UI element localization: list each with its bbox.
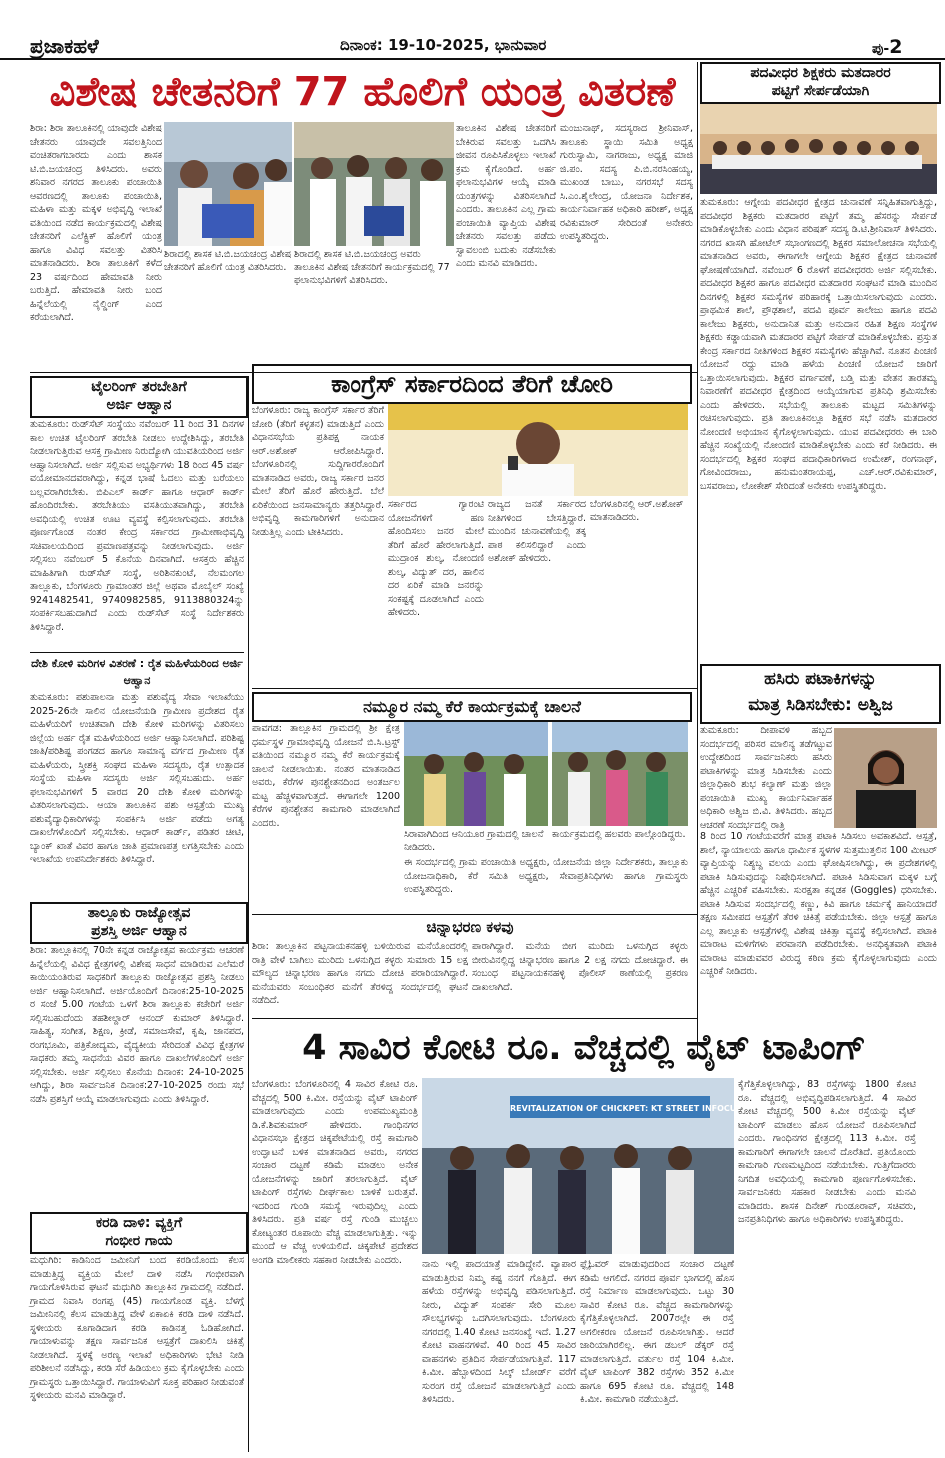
story8-photo-1-caption: ಸಿರಾವಾಗಿದಿಂದ ಆನಿಯೂರ ಗ್ರಾಮದಲ್ಲಿ ಚಾಲನೆ ನೀಡಿದರು. xyxy=(404,829,544,853)
story2-headline-box xyxy=(700,62,941,104)
story10-column-1: ಶಿರಾ: ತಾಲ್ಲೂಕಿನ ಪಟ್ಟನಾಯಕನಹಳ್ಳಿ ಬಳಿಯಿರುವ ಮನೆಯೊಂದರಲ್ಲಿ ರಾತ್ರಿ ವೇಳೆ ಬಾಗಿಲು ಮುರಿದು ಒಳನುಗ್ಗಿದ ಕಳ್ಳರು ಸುಮಾರು 15 ಲಕ್ಷ ಮೌಲ್ಯದ ಚಿನ್ನಾಭರಣ ಹಾಗೂ ನಗದು ದೋಚಿ ಪರಾರಿಯಾಗಿದ್ದಾರೆ. ಮನೆಯವರು ಸಂಬಂಧಿಕರ ಮನೆಗೆ ತೆರಳಿದ್ದ ಸಂದರ್ಭದಲ್ಲಿ ಘಟನೆ ನಡೆದಿದೆ. xyxy=(252,941,468,1006)
story8-photo-2 xyxy=(552,722,688,826)
story9-body-continued: 8 ರಿಂದ 10 ಗಂಟೆಯವರೆಗೆ ಮಾತ್ರ ಪಟಾಕಿ ಸಿಡಿಸಲು ಅವಕಾಶವಿದೆ. ಆಸ್ಪತ್ರೆ, ಶಾಲೆ, ನ್ಯಾಯಾಲಯ ಹಾಗೂ ಧಾರ್ಮಿಕ ಸ್ಥಳಗಳ ಸುತ್ತಮುತ್ತಲಿನ 100 ಮೀಟರ್ ವ್ಯಾಪ್ತಿಯನ್ನು ನಿಶ್ಯಬ್ದ ವಲಯ ಎಂದು ಘೋಷಿಸಲಾಗಿದ್ದು, ಈ ಪ್ರದೇಶಗಳಲ್ಲಿ ಪಟಾಕಿ ಸಿಡಿಸುವುದನ್ನು ನಿಷೇಧಿಸಲಾಗಿದೆ. ಪಟಾಕಿ ಸಿಡಿಸುವಾಗ ಮಕ್ಕಳ ಬಗ್ಗೆ ಹೆಚ್ಚಿನ ಎಚ್ಚರಿಕೆ ವಹಿಸಬೇಕು. ಸುರಕ್ಷತಾ ಕನ್ನಡಕ (Goggles) ಧರಿಸಬೇಕು. ಪಟಾಕಿ ಸಿಡಿಸುವ ಸಂದರ್ಭದಲ್ಲಿ ಕಣ್ಣು, ಕಿವಿ ಹಾಗೂ ಚರ್ಮಕ್ಕೆ ಹಾನಿಯಾದರೆ ತಕ್ಷಣ ಸಮೀಪದ ಆಸ್ಪತ್ರೆಗೆ ತೆರಳಿ ಚಿಕಿತ್ಸೆ ಪಡೆಯಬೇಕು. ಜಿಲ್ಲಾ ಆಸ್ಪತ್ರೆ ಹಾಗೂ ಎಲ್ಲ ತಾಲ್ಲೂಕು ಆಸ್ಪತ್ರೆಗಳಲ್ಲಿ ವಿಶೇಷ ಚಿಕಿತ್ಸಾ ವ್ಯವಸ್ಥೆ ಕಲ್ಪಿಸಲಾಗಿದೆ. ಪಟಾಕಿ ಮಾರಾಟ ಮಳಿಗೆಗಳು ಪರವಾನಗಿ ಪಡೆದಿರಬೇಕು. ಅನಧಿಕೃತವಾಗಿ ಪಟಾಕಿ ಮಾರಾಟ ಮಾಡುವವರ ವಿರುದ್ಧ ಕಠಿಣ ಕ್ರಮ ಕೈಗೊಳ್ಳಲಾಗುವುದು ಎಂದು ಎಚ್ಚರಿಕೆ ನೀಡಿದರು. xyxy=(700,831,937,977)
story11-column-4: ಕೈಗೆತ್ತಿಕೊಳ್ಳಲಾಗಿದ್ದು, 83 ರಸ್ತೆಗಳನ್ನು 1800 ಕೋಟಿ ರೂ. ವೆಚ್ಚದಲ್ಲಿ ಅಭಿವೃದ್ಧಿಪಡಿಸಲಾಗುತ್ತಿದೆ. 4 ಸಾವಿರ ಕೋಟಿ ವೆಚ್ಚದಲ್ಲಿ 500 ಕಿ.ಮೀ ರಸ್ತೆಯನ್ನು ವೈಟ್ ಟಾಪಿಂಗ್ ಮಾಡಲು ಹೊಸ ಯೋಜನೆ ರೂಪಿಸಲಾಗಿದೆ ಎಂದರು. ಗಾಂಧಿನಗರ ಕ್ಷೇತ್ರದಲ್ಲಿ 113 ಕಿ.ಮೀ. ರಸ್ತೆ ಕಾಮಗಾರಿಗೆ ಈಗಾಗಲೇ ಚಾಲನೆ ದೊರೆತಿದೆ. ಪ್ರತಿಯೊಂದು ಕಾಮಗಾರಿ ಗುಣಮಟ್ಟದಿಂದ ನಡೆಯಬೇಕು. ಗುತ್ತಿಗೆದಾರರು ನಿಗದಿತ ಅವಧಿಯಲ್ಲಿ ಕಾಮಗಾರಿ ಪೂರ್ಣಗೊಳಿಸಬೇಕು. ಸಾರ್ವಜನಿಕರು ಸಹಕಾರ ನೀಡಬೇಕು ಎಂದು ಮನವಿ ಮಾಡಿದರು. ಶಾಸಕ ದಿನೇಶ್ ಗುಂಡೂರಾವ್, ಸಚಿವರು, ಜನಪ್ರತಿನಿಧಿಗಳು ಹಾಗೂ ಅಧಿಕಾರಿಗಳು ಉಪಸ್ಥಿತರಿದ್ದರು. xyxy=(738,1079,916,1225)
story6-body: ಮಧುಗಿರಿ: ಕಾಡಿನಿಂದ ಜಮೀನಿಗೆ ಬಂದ ಕರಡಿಯೊಂದು ಕೆಲಸ ಮಾಡುತ್ತಿದ್ದ ವ್ಯಕ್ತಿಯ ಮೇಲೆ ದಾಳಿ ನಡೆಸಿ ಗಂಭೀರವಾಗಿ ಗಾಯಗೊಳಿಸಿರುವ ಘಟನೆ ಮಧುಗಿರಿ ತಾಲ್ಲೂಕಿನ ಗ್ರಾಮದಲ್ಲಿ ನಡೆದಿದೆ. ಗ್ರಾಮದ ನಿವಾಸಿ ರಂಗಪ್ಪ (45) ಗಾಯಗೊಂಡ ವ್ಯಕ್ತಿ. ಬೆಳಗ್ಗೆ ಜಮೀನಿನಲ್ಲಿ ಕೆಲಸ ಮಾಡುತ್ತಿದ್ದ ವೇಳೆ ಏಕಾಏಕಿ ಕರಡಿ ದಾಳಿ ನಡೆಸಿದೆ. ಸ್ಥಳೀಯರು ಕೂಗಾಡಿದಾಗ ಕರಡಿ ಕಾಡಿನತ್ತ ಓಡಿಹೋಗಿದೆ. ಗಾಯಾಳುವನ್ನು ತಕ್ಷಣ ಸಾರ್ವಜನಿಕ ಆಸ್ಪತ್ರೆಗೆ ದಾಖಲಿಸಿ ಚಿಕಿತ್ಸೆ ನೀಡಲಾಗಿದೆ. ಸ್ಥಳಕ್ಕೆ ಅರಣ್ಯ ಇಲಾಖೆ ಅಧಿಕಾರಿಗಳು ಭೇಟಿ ನೀಡಿ ಪರಿಶೀಲನೆ ನಡೆಸಿದ್ದು, ಕರಡಿ ಸೆರೆ ಹಿಡಿಯಲು ಕ್ರಮ ಕೈಗೊಳ್ಳಬೇಕು ಎಂದು ಗ್ರಾಮಸ್ಥರು ಒತ್ತಾಯಿಸಿದ್ದಾರೆ. ಗಾಯಾಳುವಿಗೆ ಸೂಕ್ತ ಪರಿಹಾರ ನೀಡುವಂತೆ ಸ್ಥಳೀಯರು ಮನವಿ ಮಾಡಿದ್ದಾರೆ. xyxy=(30,1255,244,1401)
story4-body: ತುಮಕೂರು: ಪಶುಪಾಲನಾ ಮತ್ತು ಪಶುವೈದ್ಯ ಸೇವಾ ಇಲಾಖೆಯು 2025-26ನೇ ಸಾಲಿನ ಯೋಜನೆಯಡಿ ಗ್ರಾಮೀಣ ಪ್ರದೇಶದ ರೈತ ಮಹಿಳೆಯರಿಗೆ ಉಚಿತವಾಗಿ ದೇಶಿ ಕೋಳಿ ಮರಿಗಳನ್ನು ವಿತರಿಸಲು ಜಿಲ್ಲೆಯ ಅರ್ಹ ರೈತ ಮಹಿಳೆಯರಿಂದ ಅರ್ಜಿ ಆಹ್ವಾನಿಸಲಾಗಿದೆ. ಪರಿಶಿಷ್ಟ ಜಾತಿ/ಪರಿಶಿಷ್ಟ ಪಂಗಡದ ಹಾಗೂ ಸಾಮಾನ್ಯ ವರ್ಗದ ಗ್ರಾಮೀಣ ರೈತ ಮಹಿಳೆಯರು, ಸ್ತ್ರೀಶಕ್ತಿ ಸಂಘದ ಮಹಿಳಾ ಸದಸ್ಯರು, ರೈತ ಉತ್ಪಾದಕ ಸಂಸ್ಥೆಯ ಮಹಿಳಾ ಸದಸ್ಯರು ಅರ್ಜಿ ಸಲ್ಲಿಸಬಹುದು. ಅರ್ಹ ಫಲಾನುಭವಿಗಳಿಗೆ 5 ವಾರದ 20 ದೇಶಿ ಕೋಳಿ ಮರಿಗಳನ್ನು ವಿತರಿಸಲಾಗುವುದು. ಆಯಾ ತಾಲೂಕಿನ ಪಶು ಆಸ್ಪತ್ರೆಯ ಮುಖ್ಯ ಪಶುವೈದ್ಯಾಧಿಕಾರಿಗಳನ್ನು ಸಂಪರ್ಕಿಸಿ ಅರ್ಜಿ ಪಡೆದು ಅಗತ್ಯ ದಾಖಲೆಗಳೊಂದಿಗೆ ಸಲ್ಲಿಸಬೇಕು. ಆಧಾರ್ ಕಾರ್ಡ್, ಪಡಿತರ ಚೀಟಿ, ಬ್ಯಾಂಕ್ ಖಾತೆ ವಿವರ ಹಾಗೂ ಜಾತಿ ಪ್ರಮಾಣಪತ್ರ ಲಗತ್ತಿಸಬೇಕು ಎಂದು ಇಲಾಖೆಯ ಉಪನಿರ್ದೇಶಕರು ತಿಳಿಸಿದ್ದಾರೆ. xyxy=(30,692,244,865)
page-number: ಪು-2 xyxy=(872,36,903,58)
story2-body: ತುಮಕೂರು: ಆಗ್ನೇಯ ಪದವೀಧರ ಕ್ಷೇತ್ರದ ಚುನಾವಣೆ ಸನ್ನಿಹಿತವಾಗುತ್ತಿದ್ದು, ಪದವೀಧರ ಶಿಕ್ಷಕರು ಮತದಾರರ ಪಟ್ಟಿಗೆ ತಮ್ಮ ಹೆಸರನ್ನು ಸೇರ್ಪಡೆ ಮಾಡಿಕೊಳ್ಳಬೇಕು ಎಂದು ವಿಧಾನ ಪರಿಷತ್ ಸದಸ್ಯ ಡಿ.ಟಿ.ಶ್ರೀನಿವಾಸ್ ತಿಳಿಸಿದರು. ನಗರದ ಖಾಸಗಿ ಹೋಟೆಲ್ ಸಭಾಂಗಣದಲ್ಲಿ ಶಿಕ್ಷಕರ ಸಮಾಲೋಚನಾ ಸಭೆಯಲ್ಲಿ ಮಾತನಾಡಿದ ಅವರು, ಈಗಾಗಲೇ ಆಗ್ನೇಯ ಶಿಕ್ಷಕರ ಕ್ಷೇತ್ರದ ಚುನಾವಣೆ ಘೋಷಣೆಯಾಗಿದೆ. ನವೆಂಬರ್ 6 ರೊಳಗೆ ಪದವೀಧರರು ಅರ್ಜಿ ಸಲ್ಲಿಸಬೇಕು. ಪದವೀಧರ ಶಿಕ್ಷಕರ ಹಾಗೂ ಪದವೀಧರ ಮತದಾರರ ಸಂಘಟನೆ ಮಾಡಿ ಮುಂದಿನ ದಿನಗಳಲ್ಲಿ ಶಿಕ್ಷಕರ ಸಮಸ್ಯೆಗಳ ಪರಿಹಾರಕ್ಕೆ ಒತ್ತಾಯಿಸಲಾಗುವುದು ಎಂದರು. ಪ್ರಾಥಮಿಕ ಶಾಲೆ, ಪ್ರೌಢಶಾಲೆ, ಪದವಿ ಪೂರ್ವ ಕಾಲೇಜು ಹಾಗೂ ಪದವಿ ಕಾಲೇಜು ಶಿಕ್ಷಕರು, ಅನುದಾನಿತ ಮತ್ತು ಅನುದಾನ ರಹಿತ ಶಿಕ್ಷಣ ಸಂಸ್ಥೆಗಳ ಶಿಕ್ಷಕರು ಕಡ್ಡಾಯವಾಗಿ ಮತದಾರರ ಪಟ್ಟಿಗೆ ಸೇರ್ಪಡೆ ಮಾಡಿಕೊಳ್ಳಬೇಕು. ಪ್ರಸ್ತುತ ಕೇಂದ್ರ ಸರ್ಕಾರದ ನೀತಿಗಳಿಂದ ಶಿಕ್ಷಕರ ಸಮಸ್ಯೆಗಳು ಹೆಚ್ಚಾಗಿವೆ. ನೂತನ ಪಿಂಚಣಿ ಯೋಜನೆ ರದ್ದು ಮಾಡಿ ಹಳೆಯ ಪಿಂಚಣಿ ಯೋಜನೆ ಜಾರಿಗೆ ಒತ್ತಾಯಿಸಲಾಗುವುದು. ಶಿಕ್ಷಕರ ವರ್ಗಾವಣೆ, ಬಡ್ತಿ ಮತ್ತು ವೇತನ ತಾರತಮ್ಯ ನಿವಾರಣೆಗೆ ಪದವೀಧರ ಕ್ಷೇತ್ರದಿಂದ ಆಯ್ಕೆಯಾಗುವ ಪ್ರತಿನಿಧಿ ಶ್ರಮಿಸಬೇಕು ಎಂದು ಹೇಳಿದರು. ಸಭೆಯಲ್ಲಿ ತಾಲೂಕು ಮಟ್ಟದ ಸಮಿತಿಗಳನ್ನು ರಚಿಸಲಾಗುವುದು. ಪ್ರತಿ ತಾಲೂಕಿನಲ್ಲೂ ಶಿಕ್ಷಕರ ಸಭೆ ನಡೆಸಿ ಮತದಾರರ ನೋಂದಣಿ ಅಭಿಯಾನ ಕೈಗೊಳ್ಳಲಾಗುವುದು. ಯುವ ಪದವೀಧರರು ಈ ಬಾರಿ ಹೆಚ್ಚಿನ ಸಂಖ್ಯೆಯಲ್ಲಿ ನೋಂದಣಿ ಮಾಡಿಕೊಳ್ಳಬೇಕು ಎಂದು ಕರೆ ನೀಡಿದರು. ಈ ಸಂದರ್ಭದಲ್ಲಿ ಶಿಕ್ಷಕರ ಸಂಘದ ಪದಾಧಿಕಾರಿಗಳಾದ ಉಮೇಶ್, ರಂಗನಾಥ್, ಗೋವಿಂದರಾಜು, ಹನುಮಂತರಾಯಪ್ಪ, ಎಚ್.ಆರ್.ರವಿಕುಮಾರ್, ಬಸವರಾಜು, ಲೋಕೇಶ್ ಸೇರಿದಂತೆ ಅನೇಕರು ಉಪಸ್ಥಿತರಿದ್ದರು. xyxy=(700,197,937,492)
story11-photo xyxy=(422,1078,743,1254)
story8-headline-box xyxy=(252,692,692,722)
section-rule xyxy=(252,688,697,689)
story5-headline-line-1: ತಾಲ್ಲೂಕು ರಾಜ್ಯೋತ್ಸವ xyxy=(87,905,191,921)
story1-column-2: ತಾಲೂಕಿನ ವಿಶೇಷ ಚೇತನರಿಗೆ ಬೇಕಿರುವ ಸವಲತ್ತು ಒದಗಿಸಿ ಜೀವನ ರೂಪಿಸಿಕೊಳ್ಳಲು ಇಲಾಖೆ ಕ್ರಮ ಕೈಗೊಂಡಿದೆ. ಅರ್ಹ ಫಲಾನುಭವಿಗಳ ಆಯ್ಕೆ ಮಾಡಿ ಯಂತ್ರಗಳನ್ನು ವಿತರಿಸಲಾಗಿದೆ ಎಂದರು. ತಾಲೂಕಿನ ಎಲ್ಲ ಗ್ರಾಮ ಪಂಚಾಯಿತಿ ವ್ಯಾಪ್ತಿಯ ವಿಶೇಷ ಚೇತನರು ಸವಲತ್ತು ಪಡೆದು ಸ್ವಾವಲಂಬಿ ಬದುಕು ನಡೆಸಬೇಕು ಎಂದು ಮನವಿ ಮಾಡಿದರು. xyxy=(456,123,556,269)
story2-headline-line-2: ಪಟ್ಟಿಗೆ ಸೇರ್ಪಡೆಯಾಗಿ xyxy=(771,83,870,99)
story10-headline: ಚಿನ್ನಾಭರಣ ಕಳವು xyxy=(426,918,514,936)
story7-column-3: ರಾಜ್ಯದ ಜನತೆ ಸರ್ಕಾರದ ನೀತಿಗಳಿಂದ ಬೇಸತ್ತಿದ್ದಾರೆ. ಮುಂದಿನ ಚುನಾವಣೆಯಲ್ಲಿ ತಕ್ಕ ಪಾಠ ಕಲಿಸಲಿದ್ದಾರೆ ಎಂದು ಅಶೋಕ್ ಹೇಳಿದರು. xyxy=(488,499,586,564)
column-rule xyxy=(697,62,698,662)
photo-banner-text: REVITALIZATION OF CHICKPET: KT STREET INFOCUS xyxy=(510,1104,743,1113)
story7-caption: ಬೆಂಗಳೂರಿನಲ್ಲಿ ಆರ್.ಅಶೋಕ್ ಮಾತನಾಡಿದರು. xyxy=(590,499,684,523)
section-rule xyxy=(252,914,697,915)
story6-headline-line-2: ಗಂಭೀರ ಗಾಯ xyxy=(105,1233,173,1249)
story1-headline: ವಿಶೇಷ ಚೇತನರಿಗೆ 77 ಹೊಲಿಗೆ ಯಂತ್ರ ವಿತರಣೆ xyxy=(49,69,676,115)
date-line: ದಿನಾಂಕ: 19-10-2025, ಭಾನುವಾರ xyxy=(340,36,547,54)
story11-column-1: ಬೆಂಗಳೂರು: ಬೆಂಗಳೂರಿನಲ್ಲಿ 4 ಸಾವಿರ ಕೋಟಿ ರೂ. ವೆಚ್ಚದಲ್ಲಿ 500 ಕಿ.ಮೀ. ರಸ್ತೆಯನ್ನು ವೈಟ್ ಟಾಪಿಂಗ್ ಮಾಡಲಾಗುವುದು ಎಂದು ಉಪಮುಖ್ಯಮಂತ್ರಿ ಡಿ.ಕೆ.ಶಿವಕುಮಾರ್ ಹೇಳಿದರು. ಗಾಂಧಿನಗರ ವಿಧಾನಸಭಾ ಕ್ಷೇತ್ರದ ಚಿಕ್ಕಪೇಟೆಯಲ್ಲಿ ರಸ್ತೆ ಕಾಮಗಾರಿ ಉದ್ಘಾಟನೆ ಬಳಿಕ ಮಾತನಾಡಿದ ಅವರು, ನಗರದ ಸಂಚಾರ ದಟ್ಟಣೆ ಕಡಿಮೆ ಮಾಡಲು ಅನೇಕ ಯೋಜನೆಗಳನ್ನು ಜಾರಿಗೆ ತರಲಾಗುತ್ತಿದೆ. ವೈಟ್ ಟಾಪಿಂಗ್ ರಸ್ತೆಗಳು ದೀರ್ಘಕಾಲ ಬಾಳಿಕೆ ಬರುತ್ತವೆ. ಇದರಿಂದ ಗುಂಡಿ ಸಮಸ್ಯೆ ಇರುವುದಿಲ್ಲ ಎಂದು ತಿಳಿಸಿದರು. ಪ್ರತಿ ವರ್ಷ ರಸ್ತೆ ಗುಂಡಿ ಮುಚ್ಚಲು ಕೋಟ್ಯಂತರ ರೂಪಾಯಿ ವೆಚ್ಚ ಮಾಡಲಾಗುತ್ತಿತ್ತು. ಇನ್ನು ಮುಂದೆ ಆ ವೆಚ್ಚ ಉಳಿಯಲಿದೆ. ಚಿಕ್ಕಪೇಟೆ ಪ್ರದೇಶದ ಅಂಗಡಿ ಮಾಲೀಕರು ಸಹಕಾರ ನೀಡಬೇಕು ಎಂದರು. xyxy=(252,1079,418,1266)
story9-headline-box xyxy=(700,664,941,724)
story1-photo-2-caption: ಶಿರಾದಲ್ಲಿ ಶಾಸಕ ಟಿ.ಬಿ.ಜಯಚಂದ್ರ ಅವರು ತಾಲೂಕಿನ ವಿಶೇಷ ಚೇತನರಿಗೆ ಕಾರ್ಯಕ್ರಮದಲ್ಲಿ 77 ಫಲಾನುಭವಿಗಳಿಗೆ ವಿತರಿಸಿದರು. xyxy=(294,249,450,286)
masthead xyxy=(0,0,945,60)
story9-body: ತುಮಕೂರು: ದೀಪಾವಳಿ ಹಬ್ಬದ ಸಂದರ್ಭದಲ್ಲಿ ಪರಿಸರ ಮಾಲಿನ್ಯ ತಡೆಗಟ್ಟುವ ಉದ್ದೇಶದಿಂದ ಸಾರ್ವಜನಿಕರು ಹಸಿರು ಪಟಾಕಿಗಳನ್ನು ಮಾತ್ರ ಸಿಡಿಸಬೇಕು ಎಂದು ಜಿಲ್ಲಾಧಿಕಾರಿ ಶುಭ ಕಲ್ಯಾಣ್ ಮತ್ತು ಜಿಲ್ಲಾ ಪಂಚಾಯಿತಿ ಮುಖ್ಯ ಕಾರ್ಯನಿರ್ವಾಹಕ ಅಧಿಕಾರಿ ಅಶ್ವಿಜ ಬಿ.ವಿ. ತಿಳಿಸಿದರು. ಹಬ್ಬದ ಆಚರಣೆ ಸಂದರ್ಭದಲ್ಲಿ ರಾತ್ರಿ xyxy=(700,725,832,831)
story6-headline-line-1: ಕರಡಿ ದಾಳಿ: ವ್ಯಕ್ತಿಗೆ xyxy=(95,1215,183,1231)
story5-body: ಶಿರಾ: ತಾಲ್ಲೂಕಿನಲ್ಲಿ 70ನೇ ಕನ್ನಡ ರಾಜ್ಯೋತ್ಸವ ಕಾರ್ಯಕ್ರಮ ಆಚರಣೆ ಹಿನ್ನೆಲೆಯಲ್ಲಿ ವಿವಿಧ ಕ್ಷೇತ್ರಗಳಲ್ಲಿ ವಿಶೇಷ ಸಾಧನೆ ಮಾಡಿರುವ ಎಲೆಮರೆ ಕಾಯಿಯಂತಿರುವ ಸಾಧಕರಿಗೆ ತಾಲ್ಲೂಕು ರಾಜ್ಯೋತ್ಸವ ಪ್ರಶಸ್ತಿ ನೀಡಲು ಅರ್ಜಿ ಆಹ್ವಾನಿಸಲಾಗಿದೆ. ಅರ್ಜಿಯೊಂದಿಗೆ ದಿನಾಂಕ:25-10-2025 ರ ಸಂಜೆ 5.00 ಗಂಟೆಯ ಒಳಗೆ ಶಿರಾ ತಾಲ್ಲೂಕು ಕಚೇರಿಗೆ ಅರ್ಜಿ ಸಲ್ಲಿಸಬಹುದೆಂದು ತಹಶೀಲ್ದಾರ್ ಆನಂದ್ ಕುಮಾರ್ ತಿಳಿಸಿದ್ದಾರೆ. ಸಾಹಿತ್ಯ, ಸಂಗೀತ, ಶಿಕ್ಷಣ, ಕ್ರೀಡೆ, ಸಮಾಜಸೇವೆ, ಕೃಷಿ, ಜಾನಪದ, ರಂಗಭೂಮಿ, ಪತ್ರಿಕೋದ್ಯಮ, ವೈದ್ಯಕೀಯ ಸೇರಿದಂತೆ ವಿವಿಧ ಕ್ಷೇತ್ರಗಳ ಸಾಧಕರು ತಮ್ಮ ಸಾಧನೆಯ ವಿವರ ಹಾಗೂ ದಾಖಲೆಗಳೊಂದಿಗೆ ಅರ್ಜಿ ಸಲ್ಲಿಸಬೇಕು. ಅರ್ಜಿ ಸಲ್ಲಿಸಲು ಕೊನೆಯ ದಿನಾಂಕ: 24-10-2025 ಆಗಿದ್ದು, ಶಿರಾ ಸಾರ್ವಜನಿಕ ದಿನಾಂಕ:27-10-2025 ರಂದು ಸಭೆ ನಡೆಸಿ ಪ್ರಶಸ್ತಿಗೆ ಆಯ್ಕೆ ಮಾಡಲಾಗುವುದು ಎಂದು ತಿಳಿಸಿದ್ದಾರೆ. xyxy=(30,945,244,1105)
story10-column-2: ಪಾರಾಗಿದ್ದಾರೆ. ಮನೆಯ ಬೀಗ ಮುರಿದು ಒಳನುಗ್ಗಿದ ಕಳ್ಳರು ಬೀರುವಿನಲ್ಲಿದ್ದ ಚಿನ್ನಾಭರಣ ಹಾಗೂ 2 ಲಕ್ಷ ನಗದು ದೋಚಿದ್ದಾರೆ. ಈ ಸಂಬಂಧ ಪಟ್ಟನಾಯಕನಹಳ್ಳಿ ಪೊಲೀಸ್ ಠಾಣೆಯಲ್ಲಿ ಪ್ರಕರಣ ದಾಖಲಾಗಿದೆ. xyxy=(472,941,688,993)
story3-headline-line-1: ಟೈಲರಿಂಗ್ ತರಬೇತಿಗೆ xyxy=(91,379,187,395)
story6-headline-box xyxy=(30,1212,248,1254)
story8-headline: ನಮ್ಮೂರ ನಮ್ಮ ಕೆರೆ ಕಾರ್ಯಕ್ರಮಕ್ಕೆ ಚಾಲನೆ xyxy=(363,697,581,716)
story7-headline-box xyxy=(252,364,692,404)
story5-headline-line-2: ಪ್ರಶಸ್ತಿ ಅರ್ಜಿ ಆಹ್ವಾನ xyxy=(91,923,187,939)
story9-headline-line-1: ಹಸಿರು ಪಟಾಕಿಗಳನ್ನು xyxy=(764,669,877,689)
story1-photo-1 xyxy=(164,122,292,246)
story8-photo-1 xyxy=(404,722,548,826)
story3-headline-box xyxy=(30,376,248,418)
column-rule xyxy=(248,376,249,1452)
story1-photo-2 xyxy=(294,122,454,246)
story11-column-3: ಫ್ಲೈಓವರ್ ಮಾಡುವುದರಿಂದ ಸಂಚಾರ ದಟ್ಟಣೆ ಕಡಿಮೆ ಆಗಲಿದೆ. ನಗರದ ಪೂರ್ವ ಭಾಗದಲ್ಲಿ ಹೊಸ ರಸ್ತೆ ನಿರ್ಮಾಣ ಮಾಡಲಾಗುವುದು. ಒಟ್ಟು 30 ಸಾವಿರ ಕೋಟಿ ರೂ. ವೆಚ್ಚದ ಕಾಮಗಾರಿಗಳನ್ನು ಕೈಗೆತ್ತಿಕೊಳ್ಳಲಾಗಿದೆ. 2007ರಲ್ಲೇ ಈ ರಸ್ತೆ ಅಗಲೀಕರಣ ಯೋಜನೆ ರೂಪಿಸಲಾಗಿತ್ತು. ಆದರೆ ಜಾರಿಯಾಗಿರಲಿಲ್ಲ. ಈಗ ಡಬಲ್ ಡೆಕ್ಕರ್ ರಸ್ತೆ ಮಾಡಲಾಗುತ್ತಿದೆ. ವರ್ತುಲ ರಸ್ತೆ 104 ಕಿ.ಮೀ. ವೈಟ್ ಟಾಪಿಂಗ್ 382 ರಸ್ತೆಗಳು 352 ಕಿ.ಮೀ ಹಾಗೂ 695 ಕೋಟಿ ರೂ. ವೆಚ್ಚದಲ್ಲಿ 148 ಕಿ.ಮೀ. ಕಾಮಗಾರಿ ನಡೆಯುತ್ತಿದೆ. xyxy=(580,1259,734,1405)
story11-headline: 4 ಸಾವಿರ ಕೋಟಿ ರೂ. ವೆಚ್ಚದಲ್ಲಿ ವೈಟ್ ಟಾಪಿಂಗ್ xyxy=(302,1028,866,1068)
paper-name: ಪ್ರಜಾಕಹಳೆ xyxy=(30,34,99,58)
story1-column-1: ಶಿರಾ: ಶಿರಾ ತಾಲೂಕಿನಲ್ಲಿ ಯಾವುದೇ ವಿಶೇಷ ಚೇತನರು ಯಾವುದೇ ಸವಲತ್ತಿನಿಂದ ವಂಚಿತರಾಗಬಾರದು ಎಂದು ಶಾಸಕ ಟಿ.ಬಿ.ಜಯಚಂದ್ರ ತಿಳಿಸಿದರು. ಅವರು ಶನಿವಾರ ನಗರದ ತಾಲೂಕು ಪಂಚಾಯಿತಿ ಆವರಣದಲ್ಲಿ ತಾಲೂಕು ಪಂಚಾಯಿತಿ, ಮಹಿಳಾ ಮತ್ತು ಮಕ್ಕಳ ಅಭಿವೃದ್ಧಿ ಇಲಾಖೆ ವತಿಯಿಂದ ನಡೆದ ಕಾರ್ಯಕ್ರಮದಲ್ಲಿ ವಿಶೇಷ ಚೇತನರಿಗೆ ಎಲೆಕ್ಟ್ರಿಕ್ ಹೊಲಿಗೆ ಯಂತ್ರ ಹಾಗೂ ವಿವಿಧ ಸವಲತ್ತು ವಿತರಿಸಿ ಮಾತನಾಡಿದರು. ಶಿರಾ ತಾಲೂಕಿಗೆ ಕಳೆದ 23 ವರ್ಷದಿಂದ ಹೇಮಾವತಿ ನೀರು ಬರುತ್ತಿದೆ. ಹೇಮಾವತಿ ನೀರು ಬಂದ ಹಿನ್ನೆಲೆಯಲ್ಲಿ ನೈಲ್ಡಿಂಗ್ ಎಂದ ಕರೆಯಲಾಗಿದೆ. xyxy=(30,123,162,323)
story8-photo-2-caption: ಕಾರ್ಯಕ್ರಮದಲ್ಲಿ ಹಲವರು ಪಾಲ್ಗೊಂಡಿದ್ದರು. xyxy=(552,829,686,840)
column-rule xyxy=(697,662,698,1052)
story7-photo xyxy=(388,404,688,496)
story7-column-1: ಬೆಂಗಳೂರು: ರಾಜ್ಯ ಕಾಂಗ್ರೆಸ್ ಸರ್ಕಾರ ತೆರಿಗೆ ಚೋರಿ (ತೆರಿಗೆ ಕಳ್ಳತನ) ಮಾಡುತ್ತಿದೆ ಎಂದು ವಿಧಾನಸಭೆಯ ಪ್ರತಿಪಕ್ಷ ನಾಯಕ ಆರ್.ಅಶೋಕ್ ಆರೋಪಿಸಿದ್ದಾರೆ. ಬೆಂಗಳೂರಿನಲ್ಲಿ ಸುದ್ದಿಗಾರರೊಂದಿಗೆ ಮಾತನಾಡಿದ ಅವರು, ರಾಜ್ಯ ಸರ್ಕಾರ ಜನರ ಮೇಲೆ ತೆರಿಗೆ ಹೊರೆ ಹೇರುತ್ತಿದೆ. ಬೆಲೆ ಏರಿಕೆಯಿಂದ ಜನಸಾಮಾನ್ಯರು ತತ್ತರಿಸಿದ್ದಾರೆ. ಅಭಿವೃದ್ಧಿ ಕಾಮಗಾರಿಗಳಿಗೆ ಅನುದಾನ ನೀಡುತ್ತಿಲ್ಲ ಎಂದು ಟೀಕಿಸಿದರು. xyxy=(252,405,384,538)
story9-headline-line-2: ಮಾತ್ರ ಸಿಡಿಸಬೇಕು: ಅಶ್ವಿಜ xyxy=(748,695,893,715)
story3-headline-line-2: ಅರ್ಜಿ ಆಹ್ವಾನ xyxy=(106,397,172,413)
story7-column-2: ಸರ್ಕಾರದ ಗ್ಯಾರಂಟಿ ಯೋಜನೆಗಳಿಗೆ ಹಣ ಹೊಂದಿಸಲು ಜನರ ಮೇಲೆ ತೆರಿಗೆ ಹೊರೆ ಹೇರಲಾಗುತ್ತಿದೆ. ಮುದ್ರಾಂಕ ಶುಲ್ಕ, ನೋಂದಣಿ ಶುಲ್ಕ, ವಿದ್ಯುತ್ ದರ, ಹಾಲಿನ ದರ ಏರಿಕೆ ಮಾಡಿ ಜನರನ್ನು ಸಂಕಷ್ಟಕ್ಕೆ ದೂಡಲಾಗಿದೆ ಎಂದು ಹೇಳಿದರು. xyxy=(388,499,484,618)
story5-headline-box xyxy=(30,902,248,944)
section-rule xyxy=(30,652,244,653)
story4-headline: ದೇಶಿ ಕೋಳಿ ಮರಿಗಳ ವಿತರಣೆ : ರೈತ ಮಹಿಳೆಯರಿಂದ ಅರ್ಜಿ ಆಹ್ವಾನ xyxy=(31,657,243,687)
story11-column-2: ನಾನು ಇಲ್ಲಿ ಪಾದಯಾತ್ರೆ ಮಾಡಿದ್ದೇನೆ. ವ್ಯಾಪಾರ ಮಾಡುತ್ತಿರುವ ನಿಮ್ಮ ಕಷ್ಟ ನನಗೆ ಗೊತ್ತಿದೆ. ಈಗ ಹಳೆಯ ರಸ್ತೆಗಳನ್ನು ಅಭಿವೃದ್ಧಿ ಪಡಿಸಲಾಗುತ್ತಿದೆ. ನೀರು, ವಿದ್ಯುತ್ ಸಂಪರ್ಕ ಸೇರಿ ಮೂಲ ಸೌಲಭ್ಯಗಳನ್ನು ಒದಗಿಸಲಾಗುವುದು. ಬೆಂಗಳೂರು ನಗರದಲ್ಲಿ 1.40 ಕೋಟಿ ಜನಸಂಖ್ಯೆ ಇದೆ. 1.27 ಕೋಟಿ ವಾಹನಗಳಿವೆ. 40 ರಿಂದ 45 ಸಾವಿರ ವಾಹನಗಳು ಪ್ರತಿದಿನ ಸೇರ್ಪಡೆಯಾಗುತ್ತಿವೆ. 117 ಕಿ.ಮೀ. ಹೆಬ್ಬಾಳದಿಂದ ಸಿಲ್ಕ್ ಬೋರ್ಡ್ ವರೆಗೆ ಸುರಂಗ ರಸ್ತೆ ಯೋಜನೆ ಮಾಡಲಾಗುತ್ತಿದೆ ಎಂದು ತಿಳಿಸಿದರು. xyxy=(422,1259,576,1405)
story8-column-2: ಈ ಸಂದರ್ಭದಲ್ಲಿ ಗ್ರಾಮ ಪಂಚಾಯಿತಿ ಅಧ್ಯಕ್ಷರು, ಯೋಜನೆಯ ಜಿಲ್ಲಾ ನಿರ್ದೇಶಕರು, ತಾಲ್ಲೂಕು ಯೋಜನಾಧಿಕಾರಿ, ಕೆರೆ ಸಮಿತಿ ಅಧ್ಯಕ್ಷರು, ಸೇವಾಪ್ರತಿನಿಧಿಗಳು ಹಾಗೂ ಗ್ರಾಮಸ್ಥರು ಉಪಸ್ಥಿತರಿದ್ದರು. xyxy=(404,857,688,895)
story7-headline: ಕಾಂಗ್ರೆಸ್ ಸರ್ಕಾರದಿಂದ ತೆರಿಗೆ ಚೋರಿ xyxy=(331,370,613,398)
story1-photo-1-caption: ಶಿರಾದಲ್ಲಿ ಶಾಸಕ ಟಿ.ಬಿ.ಜಯಚಂದ್ರ ವಿಶೇಷ ಚೇತನರಿಗೆ ಹೊಲಿಗೆ ಯಂತ್ರ ವಿತರಿಸಿದರು. xyxy=(164,249,292,273)
story1-column-3: ಮಂಜುನಾಥ್, ಸದಸ್ಯರಾದ ಶ್ರೀನಿವಾಸ್, ತಾಲೂಕು ಸ್ಥಾಯಿ ಸಮಿತಿ ಅಧ್ಯಕ್ಷ ಗುರುಸ್ವಾಮಿ, ನಾಗರಾಜು, ಅಧ್ಯಕ್ಷ ಮಾಜಿ ಜಿ.ಪಂ. ಸದಸ್ಯ ಪಿ.ಬಿ.ನರಸಿಂಹಯ್ಯ, ಮುಖಂಡ ಬಾಬು, ನಗರಸಭೆ ಸದಸ್ಯ ಸಿ.ಎಂ.ಶೈಲೇಂದ್ರ, ಯೋಜನಾ ನಿರ್ದೇಶಕ, ಕಾರ್ಯನಿರ್ವಾಹಕ ಅಧಿಕಾರಿ ಹರೀಶ್, ಅಧ್ಯಕ್ಷ ರವಿಕುಮಾರ್ ಸೇರಿದಂತೆ ಅನೇಕರು ಉಪಸ್ಥಿತರಿದ್ದರು. xyxy=(560,123,693,242)
story3-body: ತುಮಕೂರು: ರುಡ್‌ಸೆಟ್ ಸಂಸ್ಥೆಯು ನವೆಂಬರ್ 11 ರಿಂದ 31 ದಿನಗಳ ಕಾಲ ಉಚಿತ ಟೈಲರಿಂಗ್ ತರಬೇತಿ ನೀಡಲು ಉದ್ದೇಶಿಸಿದ್ದು, ತರಬೇತಿ ನೀಡಲಾಗುತ್ತಿರುವ ಆಸಕ್ತ ಗ್ರಾಮೀಣ ನಿರುದ್ಯೋಗಿ ಯುವತಿಯರಿಂದ ಅರ್ಜಿ ಆಹ್ವಾನಿಸಲಾಗಿದೆ. ಅರ್ಜಿ ಸಲ್ಲಿಸುವ ಅಭ್ಯರ್ಥಿಗಳು 18 ರಿಂದ 45 ವರ್ಷ ವಯೋಮಾನದವರಾಗಿದ್ದು, ಕನ್ನಡ ಭಾಷೆ ಓದಲು ಮತ್ತು ಬರೆಯಲು ಬಲ್ಲವರಾಗಿರಬೇಕು. ಬಿಪಿಎಲ್ ಕಾರ್ಡ್ ಹಾಗೂ ಆಧಾರ್ ಕಾರ್ಡ್ ಹೊಂದಿರಬೇಕು. ತರಬೇತಿಯು ವಸತಿಯುತವಾಗಿದ್ದು, ತರಬೇತಿ ಅವಧಿಯಲ್ಲಿ ಉಚಿತ ಊಟ ವ್ಯವಸ್ಥೆ ಕಲ್ಪಿಸಲಾಗುವುದು. ತರಬೇತಿ ಪೂರ್ಣಗೊಂಡ ನಂತರ ಕೇಂದ್ರ ಸರ್ಕಾರದ ಗ್ರಾಮೀಣಾಭಿವೃದ್ಧಿ ಸಚಿವಾಲಯದಿಂದ ಪ್ರಮಾಣಪತ್ರವನ್ನು ನೀಡಲಾಗುವುದು. ಅರ್ಜಿ ಸಲ್ಲಿಸಲು ನವೆಂಬರ್ 5 ಕೊನೆಯ ದಿನವಾಗಿದೆ. ಆಸಕ್ತರು ಹೆಚ್ಚಿನ ಮಾಹಿತಿಗಾಗಿ ರುಡ್‌ಸೆಟ್ ಸಂಸ್ಥೆ, ಅರಿಶಿನಕುಂಟೆ, ನೆಲಮಂಗಲ ತಾಲ್ಲೂಕು, ಬೆಂಗಳೂರು ಗ್ರಾಮಾಂತರ ಜಿಲ್ಲೆ ಅಥವಾ ಮೊಬೈಲ್ ಸಂಖ್ಯೆ 9241482541, 9740982585, 9113880324ನ್ನು ಸಂಪರ್ಕಿಸಬಹುದಾಗಿದೆ ಎಂದು ರುಡ್‌ಸೆಟ್ ಸಂಸ್ಥೆ ನಿರ್ದೇಶಕರು ತಿಳಿಸಿದ್ದಾರೆ. xyxy=(30,419,244,633)
story9-portrait xyxy=(834,728,937,828)
section-rule xyxy=(252,1018,697,1019)
story2-photo xyxy=(700,104,937,194)
story2-headline-line-1: ಪದವೀಧರ ಶಿಕ್ಷಕರು ಮತದಾರರ xyxy=(750,65,891,81)
story8-column-1: ಪಾವಗಡ: ತಾಲ್ಲೂಕಿನ ಗ್ರಾಮದಲ್ಲಿ ಶ್ರೀ ಕ್ಷೇತ್ರ ಧರ್ಮಸ್ಥಳ ಗ್ರಾಮಾಭಿವೃದ್ಧಿ ಯೋಜನೆ ಬಿ.ಸಿ.ಟ್ರಸ್ಟ್ ವತಿಯಿಂದ ನಮ್ಮೂರ ನಮ್ಮ ಕೆರೆ ಕಾರ್ಯಕ್ರಮಕ್ಕೆ ಚಾಲನೆ ನೀಡಲಾಯಿತು. ನಂತರ ಮಾತನಾಡಿದ ಅವರು, ಕೆರೆಗಳ ಪುನಶ್ಚೇತನದಿಂದ ಅಂತರ್ಜಲ ಮಟ್ಟ ಹೆಚ್ಚಳವಾಗುತ್ತದೆ. ಈಗಾಗಲೇ 1200 ಕೆರೆಗಳ ಪುನಶ್ಚೇತನ ಕಾಮಗಾರಿ ಮಾಡಲಾಗಿದೆ ಎಂದರು. xyxy=(252,723,400,829)
